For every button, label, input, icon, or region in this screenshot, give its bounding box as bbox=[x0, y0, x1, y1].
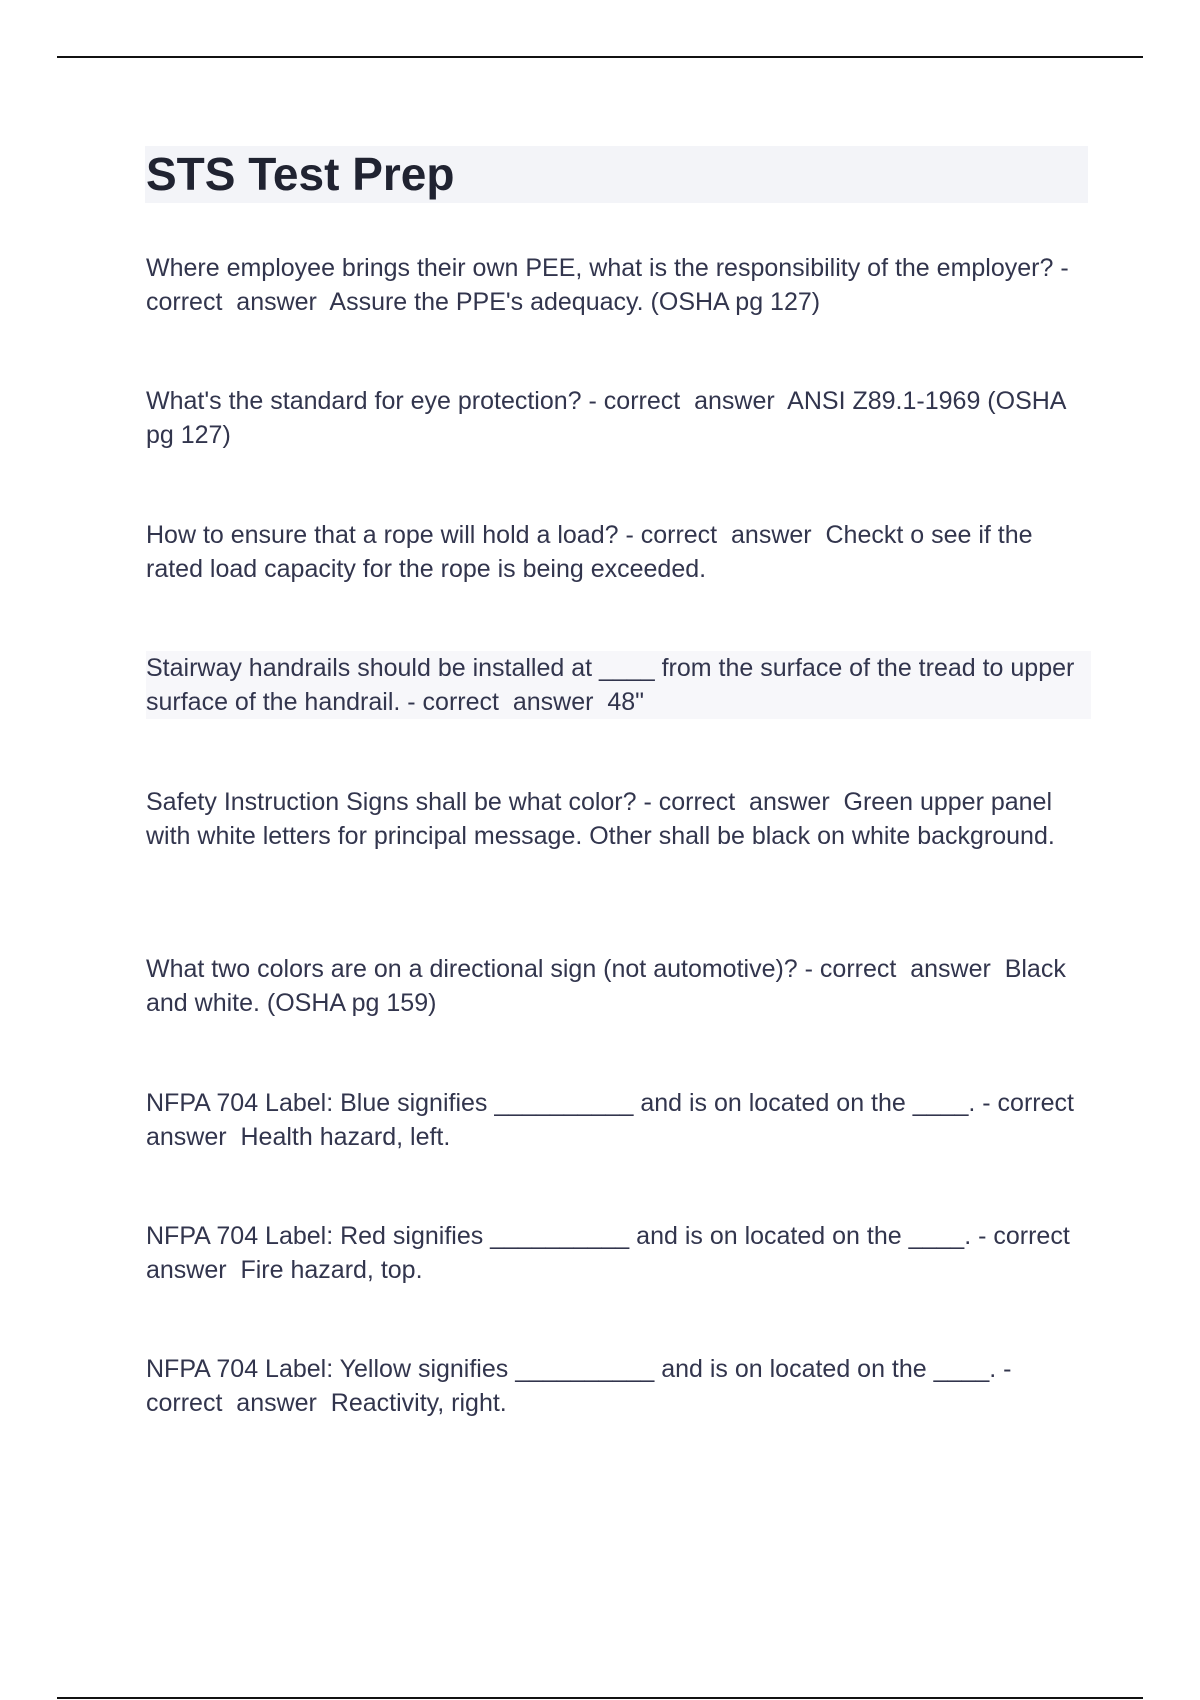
qa-item-7: NFPA 704 Label: Blue signifies __________ and is on located on the ____. - correct answer Health hazard, left. bbox=[146, 1089, 1088, 1151]
qa-item-3: How to ensure that a rope will hold a load? - correct answer Checkt o see if the rated load capacity for the rope is being exceeded. bbox=[146, 521, 1040, 583]
qa-item-5: Safety Instruction Signs shall be what color? - correct answer Green upper panel with white letters for principal message. Other shall be black on white background. bbox=[146, 788, 1059, 850]
qa-item-6: What two colors are on a directional sign (not automotive)? - correct answer Black and white. (OSHA pg 159) bbox=[146, 955, 1073, 1017]
top-rule bbox=[57, 56, 1143, 58]
qa-item-4: Stairway handrails should be installed at ____ from the surface of the tread to upper surface of the handrail. - correct answer 48" bbox=[146, 651, 1091, 719]
qa-item-8: NFPA 704 Label: Red signifies __________ and is on located on the ____. - correct answer Fire hazard, top. bbox=[146, 1222, 1084, 1284]
qa-item-9: NFPA 704 Label: Yellow signifies __________ and is on located on the ____. - correct answer Reactivity, right. bbox=[146, 1355, 1019, 1417]
qa-item-2: What's the standard for eye protection? - correct answer ANSI Z89.1-1969 (OSHA pg 127) bbox=[146, 387, 1073, 449]
page-title: STS Test Prep bbox=[146, 148, 455, 200]
bottom-rule bbox=[57, 1697, 1143, 1699]
qa-item-1: Where employee brings their own PEE, what is the responsibility of the employer? - correct answer Assure the PPE's adequacy. (OSHA pg 127) bbox=[146, 254, 1076, 316]
